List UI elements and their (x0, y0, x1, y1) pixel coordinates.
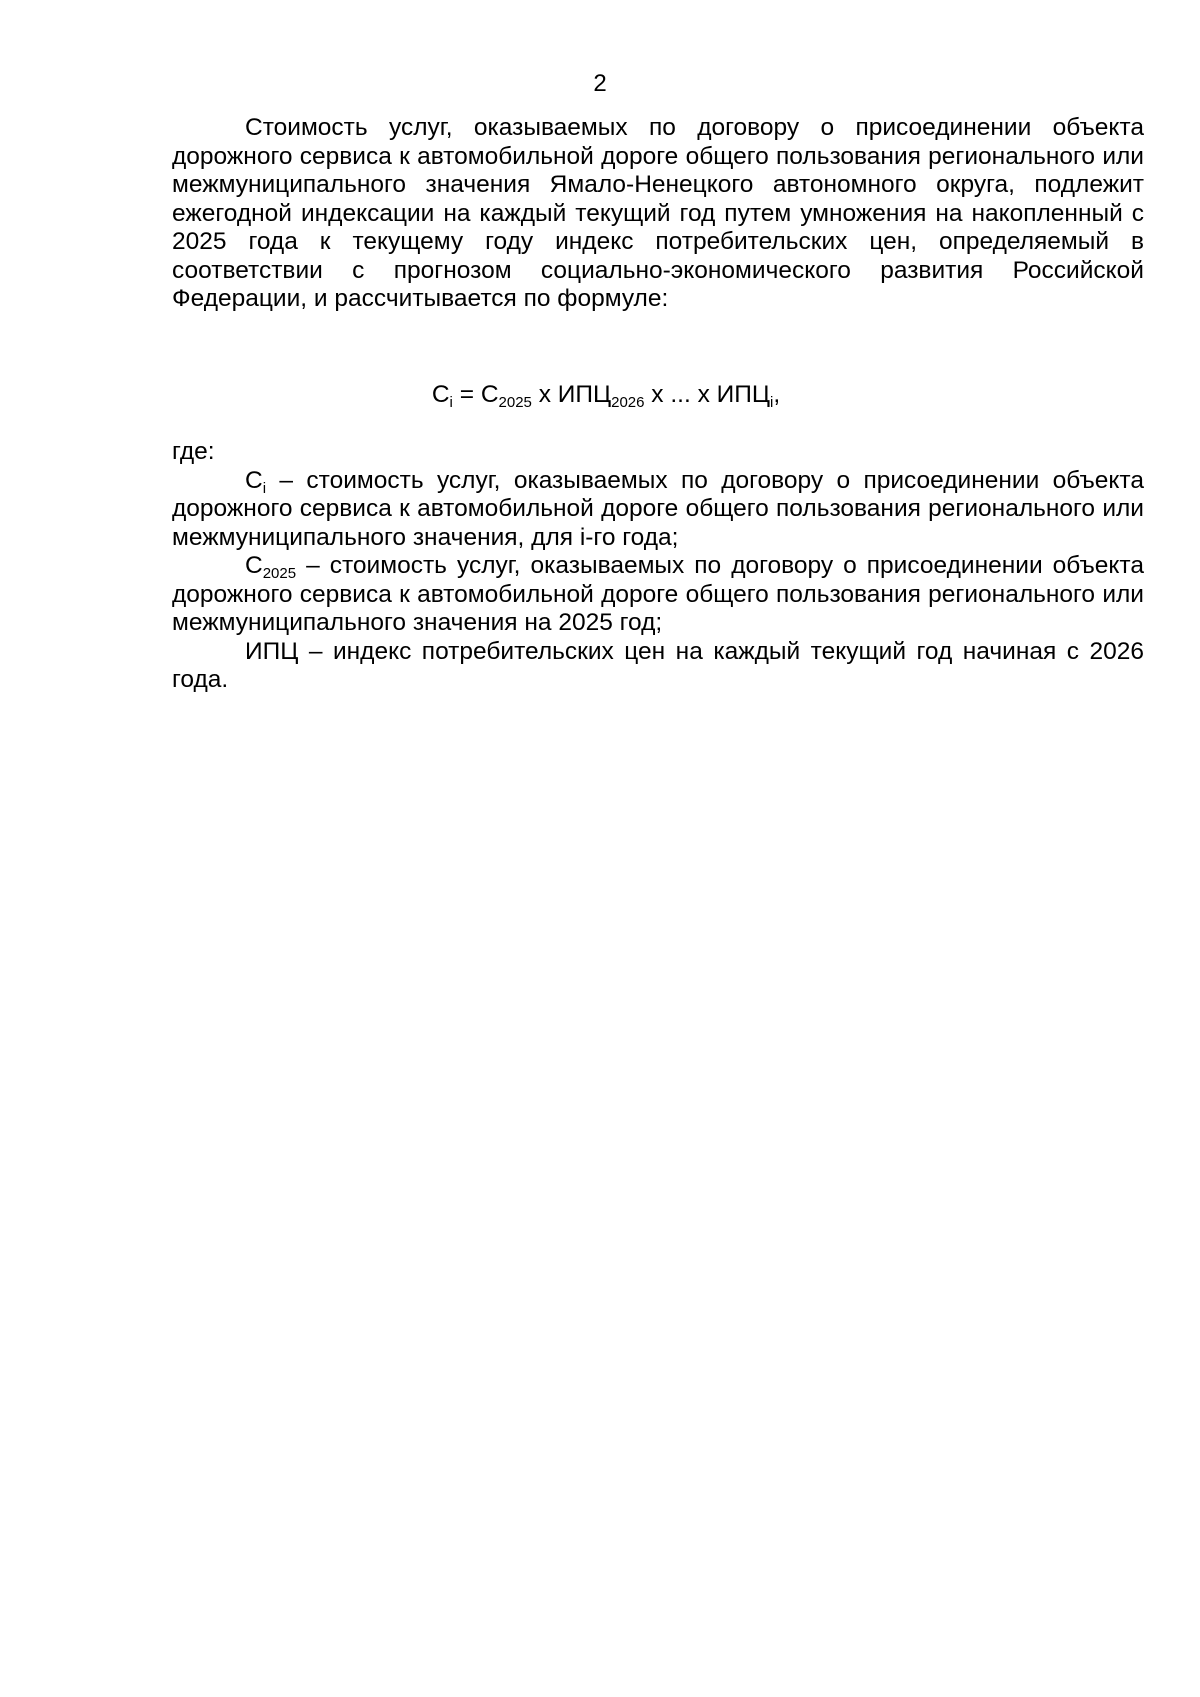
definitions-section (172, 438, 1144, 695)
formula-ipc-base-2: ИПЦ (716, 381, 770, 408)
page-number: 2 (593, 70, 607, 97)
where-label: где: (172, 438, 215, 465)
formula-times-1: х (531, 381, 558, 408)
definition-ipc (172, 638, 1144, 695)
definition-text: – стоимость услуг, оказываемых по договору о присоединении объекта дорожного сервиса к автомобильной дороге общего пользования регионального или межмуниципального значения на 2025 год; (172, 552, 1144, 636)
formula-ci-sub: i (449, 394, 453, 411)
intro-section (172, 114, 1144, 314)
formula-c2025-base: С (480, 381, 499, 408)
definition-ci (172, 467, 1144, 553)
definition-text: – индекс потребительских цен на каждый текущий год начиная с 2026 года. (172, 637, 1144, 693)
formula-equals: = (452, 381, 481, 408)
formula-ipc-sub-1: 2026 (611, 394, 645, 411)
definition-symbol: С (245, 466, 263, 494)
definition-symbol-sub: 2025 (262, 565, 297, 582)
formula-c2025-sub: 2025 (498, 394, 532, 411)
formula-ci-base: С (431, 381, 450, 408)
definition-c2025 (172, 552, 1144, 638)
definition-text: – стоимость услуг, оказываемых по договору о присоединении объекта дорожного сервиса к автомобильной дороге общего пользования регионального или межмуниципального значения, для i-го года; (172, 466, 1144, 551)
intro-paragraph: Стоимость услуг, оказываемых по договору о присоединении объекта дорожного сервиса к автомобильной дороге общего пользования регионального или межмуниципального значения Ямало-Ненецкого автономного округа, подлежит ежегодной индексации на каждый текущий год путем умножения на накопленный с 2025 года к текущему году индекс потребительских цен, определяемый в соответствии с прогнозом социально-экономического развития Российской Федерации, и рассчитывается по формуле: (172, 114, 1144, 312)
formula-tail: , (773, 381, 781, 408)
formula (0, 380, 1200, 410)
definition-symbol-sub: i (262, 479, 267, 497)
definition-symbol: ИПЦ (245, 637, 299, 665)
formula-ipc-base-1: ИПЦ (557, 381, 612, 408)
formula-ipc-sub-2: i (769, 394, 774, 411)
formula-times-2: х ... х (644, 381, 717, 408)
definition-symbol: С (245, 552, 263, 579)
